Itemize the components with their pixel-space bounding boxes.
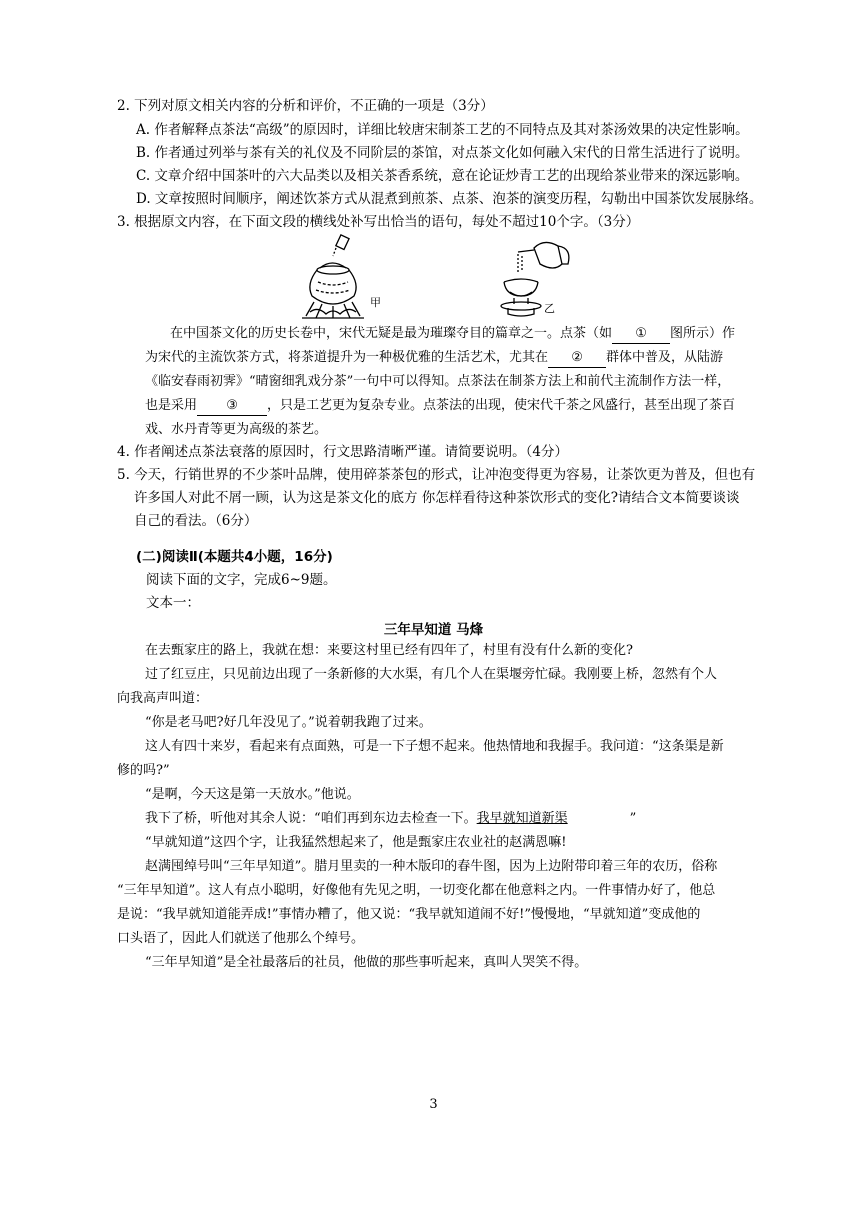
story-para9: “三年早知道”是全社最落后的社员，他做的那些事听起来，真叫人哭笑不得。 — [145, 955, 588, 970]
page-number: 3 — [429, 1097, 438, 1112]
q5-line1: 5. 今天，行销世界的不少茶叶品牌，使用碎茶茶包的形式，让冲泡变得更为容易，让茶饮更为普及，但也有 — [117, 467, 756, 483]
figure-pouring-tea — [488, 234, 578, 324]
story-para6-text: 我下了桥，听他对其余人说：“咱们再到东边去检查一下。 — [145, 811, 477, 826]
q2-option-c: C. 文章介绍中国茶叶的六大品类以及相关茶香系统，意在论证炒青工艺的出现给茶业带来的深远影响。 — [136, 168, 749, 184]
q3-passage-text: ，只是工艺更为复杂专业。点茶法的出现，使宋代千茶之风盛行，甚至出现了茶百 — [267, 398, 736, 413]
pouring-tea-icon — [488, 234, 578, 324]
blank-1: ① — [612, 325, 670, 344]
q3-stem: 3. 根据原文内容，在下面文段的横线处补写出恰当的语句，每处不超过10个字。（3分） — [117, 214, 640, 230]
section2-instruction: 阅读下面的文字，完成6~9题。 — [146, 572, 337, 588]
blank-3: ③ — [197, 397, 267, 416]
q3-passage-line2 — [145, 349, 723, 368]
story-para5: “是啊，今天这是第一天放水。”他说。 — [145, 787, 360, 802]
story-para1: 在去甄家庄的路上，我就在想：来要这村里已经有四年了，村里有没有什么新的变化? — [145, 643, 633, 658]
story-para4-line2: 修的吗?” — [117, 763, 170, 778]
q3-passage-line3: 《临安春雨初霁》“晴窗细乳戏分茶”一句中可以得知。点茶法在制茶方法上和前代主流制作方法一样， — [145, 374, 731, 389]
story-para6-underlined: 我早就知道新渠 — [476, 811, 568, 826]
figure-label-b: 乙 — [544, 302, 555, 315]
q3-passage-line4 — [145, 397, 735, 416]
figure-boiling-pot — [298, 232, 388, 322]
section2-heading: (二)阅读Ⅱ(本题共4小题，16分) — [136, 549, 333, 565]
q3-passage-text: 在中国茶文化的历史长卷中，宋代无疑是最为璀璨夺目的篇章之一。点茶（如 — [170, 326, 613, 341]
q3-passage-line1 — [170, 325, 735, 344]
story-para8-line3: 是说：“我早就知道能弄成!”事情办糟了，他又说：“我早就知道闹不好!”慢慢地，“早就知道”变成他的 — [117, 907, 701, 922]
q3-passage-text: 为宋代的主流饮茶方式，将茶道提升为一种极优雅的生活艺术，尤其在 — [145, 350, 549, 365]
story-para7: “早就知道”这四个字，让我猛然想起来了，他是甄家庄农业社的赵满恩嘛! — [145, 835, 567, 850]
q5-line2: 许多国人对此不屑一顾，认为这是茶文化的底方 你怎样看待这种茶饮形式的变化?请结合文本简要谈谈 — [134, 490, 740, 506]
boiling-pot-icon — [298, 232, 388, 322]
q2-stem: 2. 下列对原文相关内容的分析和评价，不正确的一项是（3分） — [117, 98, 494, 114]
q3-passage-text: 群体中普及，从陆游 — [606, 350, 724, 365]
q2-option-b: B. 作者通过列举与茶有关的礼仪及不同阶层的茶馆，对点茶文化如何融入宋代的日常生活进行了说明。 — [136, 145, 749, 161]
q5-line3: 自己的看法。（6分） — [134, 513, 258, 529]
blank-2: ② — [548, 349, 606, 368]
story-para6-quote-end: ” — [629, 811, 637, 826]
q4-text: 4. 作者阐述点茶法衰落的原因时，行文思路清晰严谨。请简要说明。（4分） — [117, 444, 569, 460]
q3-passage-line5: 戏、水丹青等更为高级的茶艺。 — [145, 422, 328, 437]
story-para2-line1: 过了红豆庄，只见前边出现了一条新修的大水渠，有几个人在渠堰旁忙碌。我刚要上桥，忽然有个人 — [145, 667, 718, 682]
story-para8-line2: “三年早知道”。这人有点小聪明，好像他有先见之明，一切变化都在他意料之内。一件事情办好了，他总 — [117, 883, 716, 898]
story-para8-line4: 口头语了，因此人们就送了他那么个绰号。 — [117, 931, 365, 946]
q2-option-d: D. 文章按照时间顺序，阐述饮茶方式从混煮到煎茶、点茶、泡茶的演变历程，勾勒出中国茶饮发展脉络。 — [136, 191, 763, 207]
story-title: 三年早知道 马烽 — [383, 622, 484, 638]
story-para8-line1: 赵满囤绰号叫“三年早知道”。腊月里卖的一种木版印的春牛图，因为上边附带印着三年的农历，俗称 — [145, 859, 718, 874]
q2-option-a: A. 作者解释点茶法“高级”的原因时，详细比较唐宋制茶工艺的不同特点及其对茶汤效果的决定性影响。 — [136, 122, 749, 138]
story-para4-line1: 这人有四十来岁，看起来有点面熟，可是一下子想不起来。他热情地和我握手。我问道：“这条渠是新 — [145, 739, 724, 754]
story-para2-line2: 向我高声叫道： — [117, 691, 209, 706]
story-para6 — [145, 810, 636, 828]
section2-text-label: 文本一： — [146, 595, 200, 611]
figure-label-a: 甲 — [370, 296, 381, 309]
story-para3: “你是老马吧?好几年没见了。”说着朝我跑了过来。 — [145, 715, 432, 730]
q3-passage-text: 图所示）作 — [670, 326, 736, 341]
q3-passage-text: 也是采用 — [145, 398, 198, 413]
